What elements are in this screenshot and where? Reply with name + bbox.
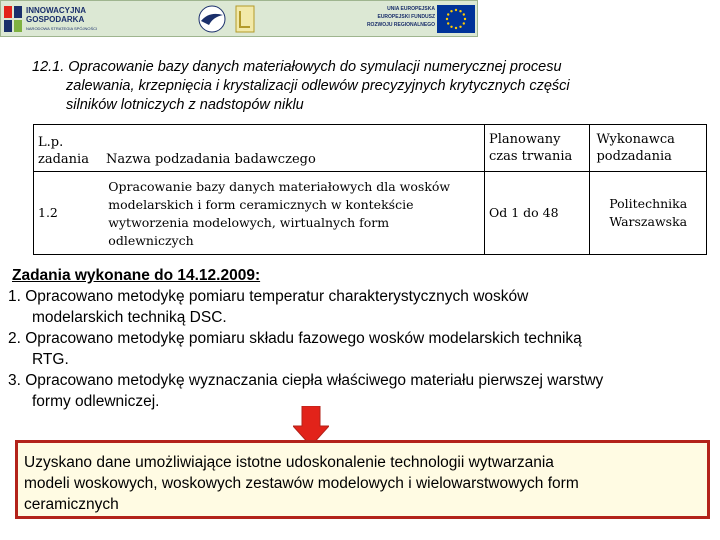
task-1-line2: modelarskich techniką DSC. [32, 309, 227, 326]
header-executor-line1: Wykonawca [596, 132, 675, 147]
result-line3: ceramicznych [24, 496, 119, 513]
cell-name-line3: wytworzenia modelowych, wirtualnych form [108, 214, 390, 230]
header-duration [485, 125, 590, 172]
slide-title [32, 58, 692, 115]
task-2-line2: RTG. [32, 351, 69, 368]
header-banner [0, 0, 478, 37]
cell-name-line2: modelarskich i form ceramicznych w kontekście [108, 196, 414, 212]
cell-duration: Od 1 do 48 [485, 172, 590, 255]
list-item [8, 370, 720, 412]
innovative-economy-mark-icon [4, 6, 22, 32]
task-1-line1: 1. Opracowano metodykę pomiaru temperatur charakterystycznych wosków [8, 288, 529, 305]
list-item [8, 286, 720, 328]
result-box [15, 440, 710, 519]
header-name: Nazwa podzadania badawczego [106, 152, 316, 167]
innovative-economy-logo [4, 4, 116, 35]
table-header-row [34, 125, 707, 172]
header-duration-line2: czas trwania [489, 149, 573, 164]
list-item [8, 328, 720, 370]
title-line2: zalewania, krzepnięcia i krystalizacji odlewów precyzyjnych krytycznych części [66, 78, 570, 94]
task-3-line1: 3. Opracowano metodykę wyznaczania ciepła właściwego materiału pierwszej warstwy [8, 372, 604, 389]
lb-logo-icon [235, 5, 255, 33]
eu-funding-text [351, 5, 435, 29]
eu-text-line3: ROZWOJU REGIONALNEGO [366, 22, 435, 28]
task-2-line1: 2. Opracowano metodykę pomiaru składu fazowego wosków modelarskich techniką [8, 330, 582, 347]
subtask-table [33, 124, 707, 255]
header-executor [590, 125, 707, 172]
header-lp-name [34, 125, 485, 172]
eu-text-line1: UNIA EUROPEJSKA [387, 6, 435, 12]
header-duration-line1: Planowany [489, 132, 561, 147]
cell-lp: 1.2 [34, 172, 101, 255]
result-line1: Uzyskano dane umożliwiające istotne udoskonalenie technologii wytwarzania [24, 454, 554, 471]
eu-text-line2: EUROPEJSKI FUNDUSZ [377, 14, 435, 20]
cell-name [100, 172, 484, 255]
header-lp [34, 134, 104, 171]
result-line2: modeli woskowych, woskowych zestawów modelowych i wielowarstwowych form [24, 475, 579, 492]
tasks-heading: Zadania wykonane do 14.12.2009: [12, 267, 261, 284]
title-line3: silników lotniczych z nadstopów niklu [66, 97, 304, 113]
task-3-line2: formy odlewniczej. [32, 393, 160, 410]
logo-text-line2: GOSPODARKA [26, 15, 85, 24]
table-row [34, 172, 707, 255]
cell-executor-line1: Politechnika [609, 196, 688, 211]
bird-logo-icon [197, 5, 227, 33]
cell-name-line1: Opracowanie bazy danych materiałowych dla wosków [108, 178, 451, 194]
eu-flag-icon [437, 5, 475, 33]
title-line1: 12.1. Opracowanie bazy danych materiałowych do symulacji numerycznej procesu [32, 59, 562, 75]
logo-text-line1: INNOWACYJNA [26, 6, 87, 15]
cell-executor [590, 172, 707, 255]
header-lp-line2: zadania [38, 152, 89, 167]
header-lp-line1: L.p. [38, 135, 64, 150]
header-executor-line2: podzadania [596, 149, 672, 164]
cell-name-line4: odlewniczych [108, 232, 194, 248]
logo-text-line3: NARODOWA STRATEGIA SPÓJNOŚCI [26, 26, 98, 31]
cell-executor-line2: Warszawska [609, 214, 688, 229]
completed-tasks [8, 265, 720, 412]
